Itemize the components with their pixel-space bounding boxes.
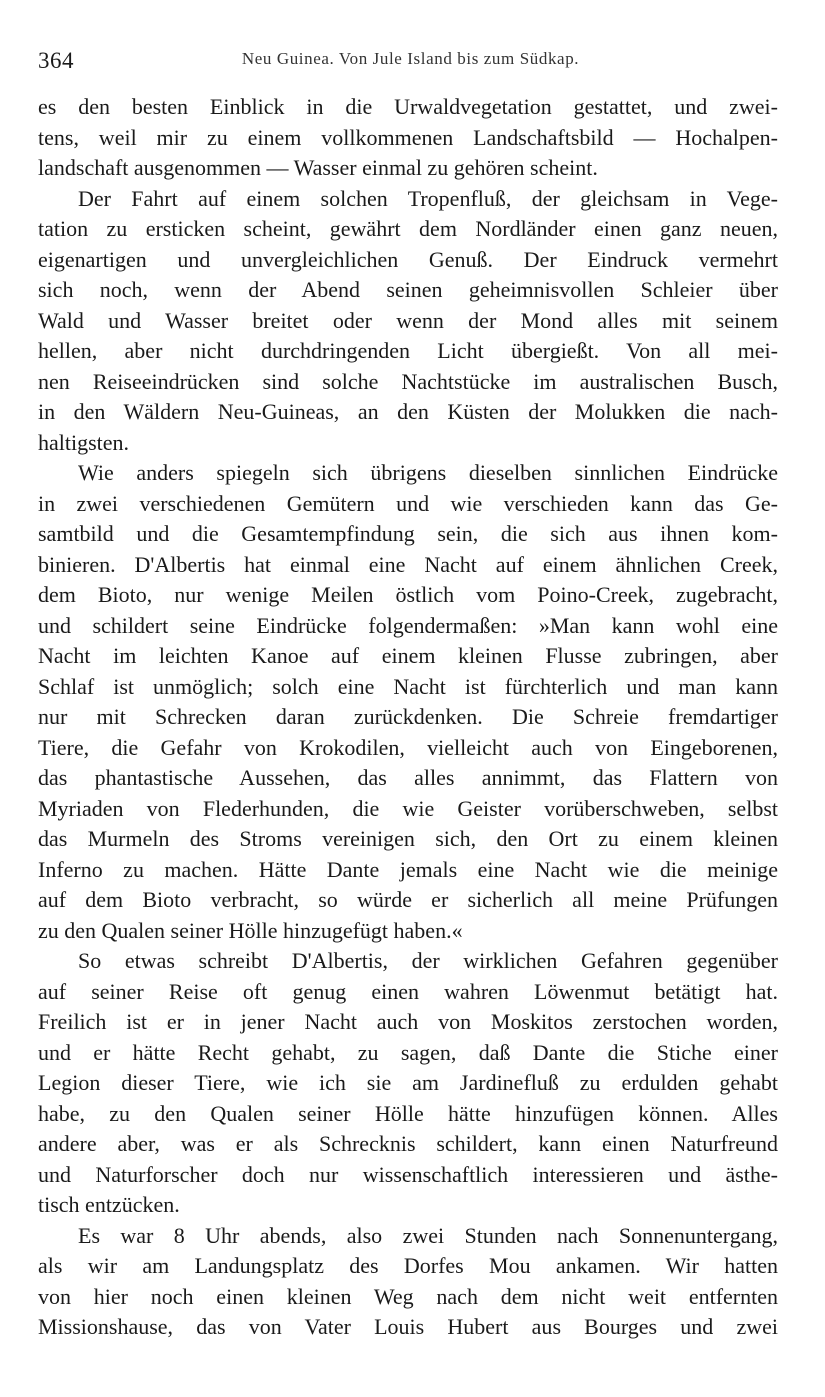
paragraph — [38, 1221, 778, 1343]
text-line: und er hätte Recht gehabt, zu sagen, daß Dante die Stiche einer — [38, 1039, 778, 1065]
running-head: Neu Guinea. Von Jule Island bis zum Südkap. — [241, 49, 580, 68]
text-line: und Naturforscher doch nur wissenschaftlich interessieren und ästhe- — [38, 1161, 778, 1187]
text-line: Myriaden von Flederhunden, die wie Geister vorüberschweben, selbst — [38, 795, 778, 821]
text-line: samtbild und die Gesamtempfindung sein, die sich aus ihnen kom- — [38, 521, 778, 546]
text-line: Der Fahrt auf einem solchen Tropenfluß, der gleichsam in Vege- — [78, 185, 778, 211]
text-line: auf dem Bioto verbracht, so würde er sicherlich all meine Prüfungen — [38, 887, 778, 912]
text-line: sich noch, wenn der Abend seinen geheimnisvollen Schleier über — [38, 277, 778, 302]
text-line: in den Wäldern Neu-Guineas, an den Küsten der Molukken die nach- — [38, 399, 778, 424]
text-line: Es war 8 Uhr abends, also zwei Stunden nach Sonnenuntergang, — [78, 1222, 778, 1248]
text-line: andere aber, was er als Schrecknis schildert, kann einen Naturfreund — [38, 1131, 778, 1156]
text-line: Nacht im leichten Kanoe auf einem kleinen Flusse zubringen, aber — [38, 643, 778, 668]
text-line: Missionshause, das von Vater Louis Hubert aus Bourges und zwei — [38, 1314, 778, 1339]
text-line: das phantastische Aussehen, das alles annimmt, das Flattern von — [38, 765, 778, 790]
text-line: nen Reiseeindrücken sind solche Nachtstücke im australischen Busch, — [38, 368, 778, 394]
text-line: es den besten Einblick in die Urwaldvegetation gestattet, und zwei- — [38, 94, 778, 119]
text-line: auf seiner Reise oft genug einen wahren Löwenmut betätigt hat. — [38, 978, 778, 1004]
text-line: nur mit Schrecken daran zurückdenken. Die Schreie fremdartiger — [38, 704, 778, 729]
text-line: So etwas schreibt D'Albertis, der wirklichen Gefahren gegenüber — [78, 948, 778, 973]
page-number: 364 — [38, 48, 74, 73]
text-line: tation zu ersticken scheint, gewährt dem Nordländer einen ganz neuen, — [38, 216, 778, 241]
text-line: tens, weil mir zu einem vollkommenen Landschaftsbild — Hochalpen- — [38, 124, 778, 150]
page-header — [38, 44, 783, 74]
text-line: haltigsten. — [38, 429, 130, 455]
text-line: Freilich ist er in jener Nacht auch von Moskitos zerstochen worden, — [38, 1009, 778, 1034]
text-line: von hier noch einen kleinen Weg nach dem nicht weit entfernten — [38, 1283, 778, 1309]
text-line: Inferno zu machen. Hätte Dante jemals eine Nacht wie die meinige — [38, 856, 778, 882]
paragraph — [38, 92, 778, 184]
text-line: Tiere, die Gefahr von Krokodilen, vielleicht auch von Eingeborenen, — [38, 734, 778, 760]
text-line: hellen, aber nicht durchdringenden Licht übergießt. Von all mei- — [38, 338, 778, 363]
text-line: als wir am Landungsplatz des Dorfes Mou ankamen. Wir hatten — [38, 1253, 778, 1278]
text-line: Wald und Wasser breitet oder wenn der Mond alles mit seinem — [38, 307, 778, 333]
paragraph — [38, 184, 778, 459]
text-line: landschaft ausgenommen — Wasser einmal zu gehören scheint. — [38, 155, 598, 180]
text-line: Legion dieser Tiere, wie ich sie am Jardinefluß zu erdulden gehabt — [38, 1070, 778, 1095]
text-line: in zwei verschiedenen Gemütern und wie verschieden kann das Ge- — [38, 490, 778, 516]
paragraph — [38, 946, 778, 1221]
paragraph — [38, 458, 778, 946]
text-line: tisch entzücken. — [38, 1192, 180, 1217]
text-line: und schildert seine Eindrücke folgendermaßen: »Man kann wohl eine — [38, 612, 778, 638]
text-line: zu den Qualen seiner Hölle hinzugefügt haben.« — [38, 917, 463, 943]
body-text — [38, 92, 778, 1343]
text-line: Wie anders spiegeln sich übrigens dieselben sinnlichen Eindrücke — [78, 460, 778, 485]
text-line: eigenartigen und unvergleichlichen Genuß. Der Eindruck vermehrt — [38, 246, 778, 272]
text-line: habe, zu den Qualen seiner Hölle hätte hinzufügen können. Alles — [38, 1100, 778, 1126]
text-line: Schlaf ist unmöglich; solch eine Nacht ist fürchterlich und man kann — [38, 673, 778, 699]
text-line: dem Bioto, nur wenige Meilen östlich vom Poino-Creek, zugebracht, — [38, 582, 778, 607]
text-line: das Murmeln des Stroms vereinigen sich, den Ort zu einem kleinen — [38, 826, 778, 851]
text-line: binieren. D'Albertis hat einmal eine Nacht auf einem ähnlichen Creek, — [38, 551, 778, 577]
